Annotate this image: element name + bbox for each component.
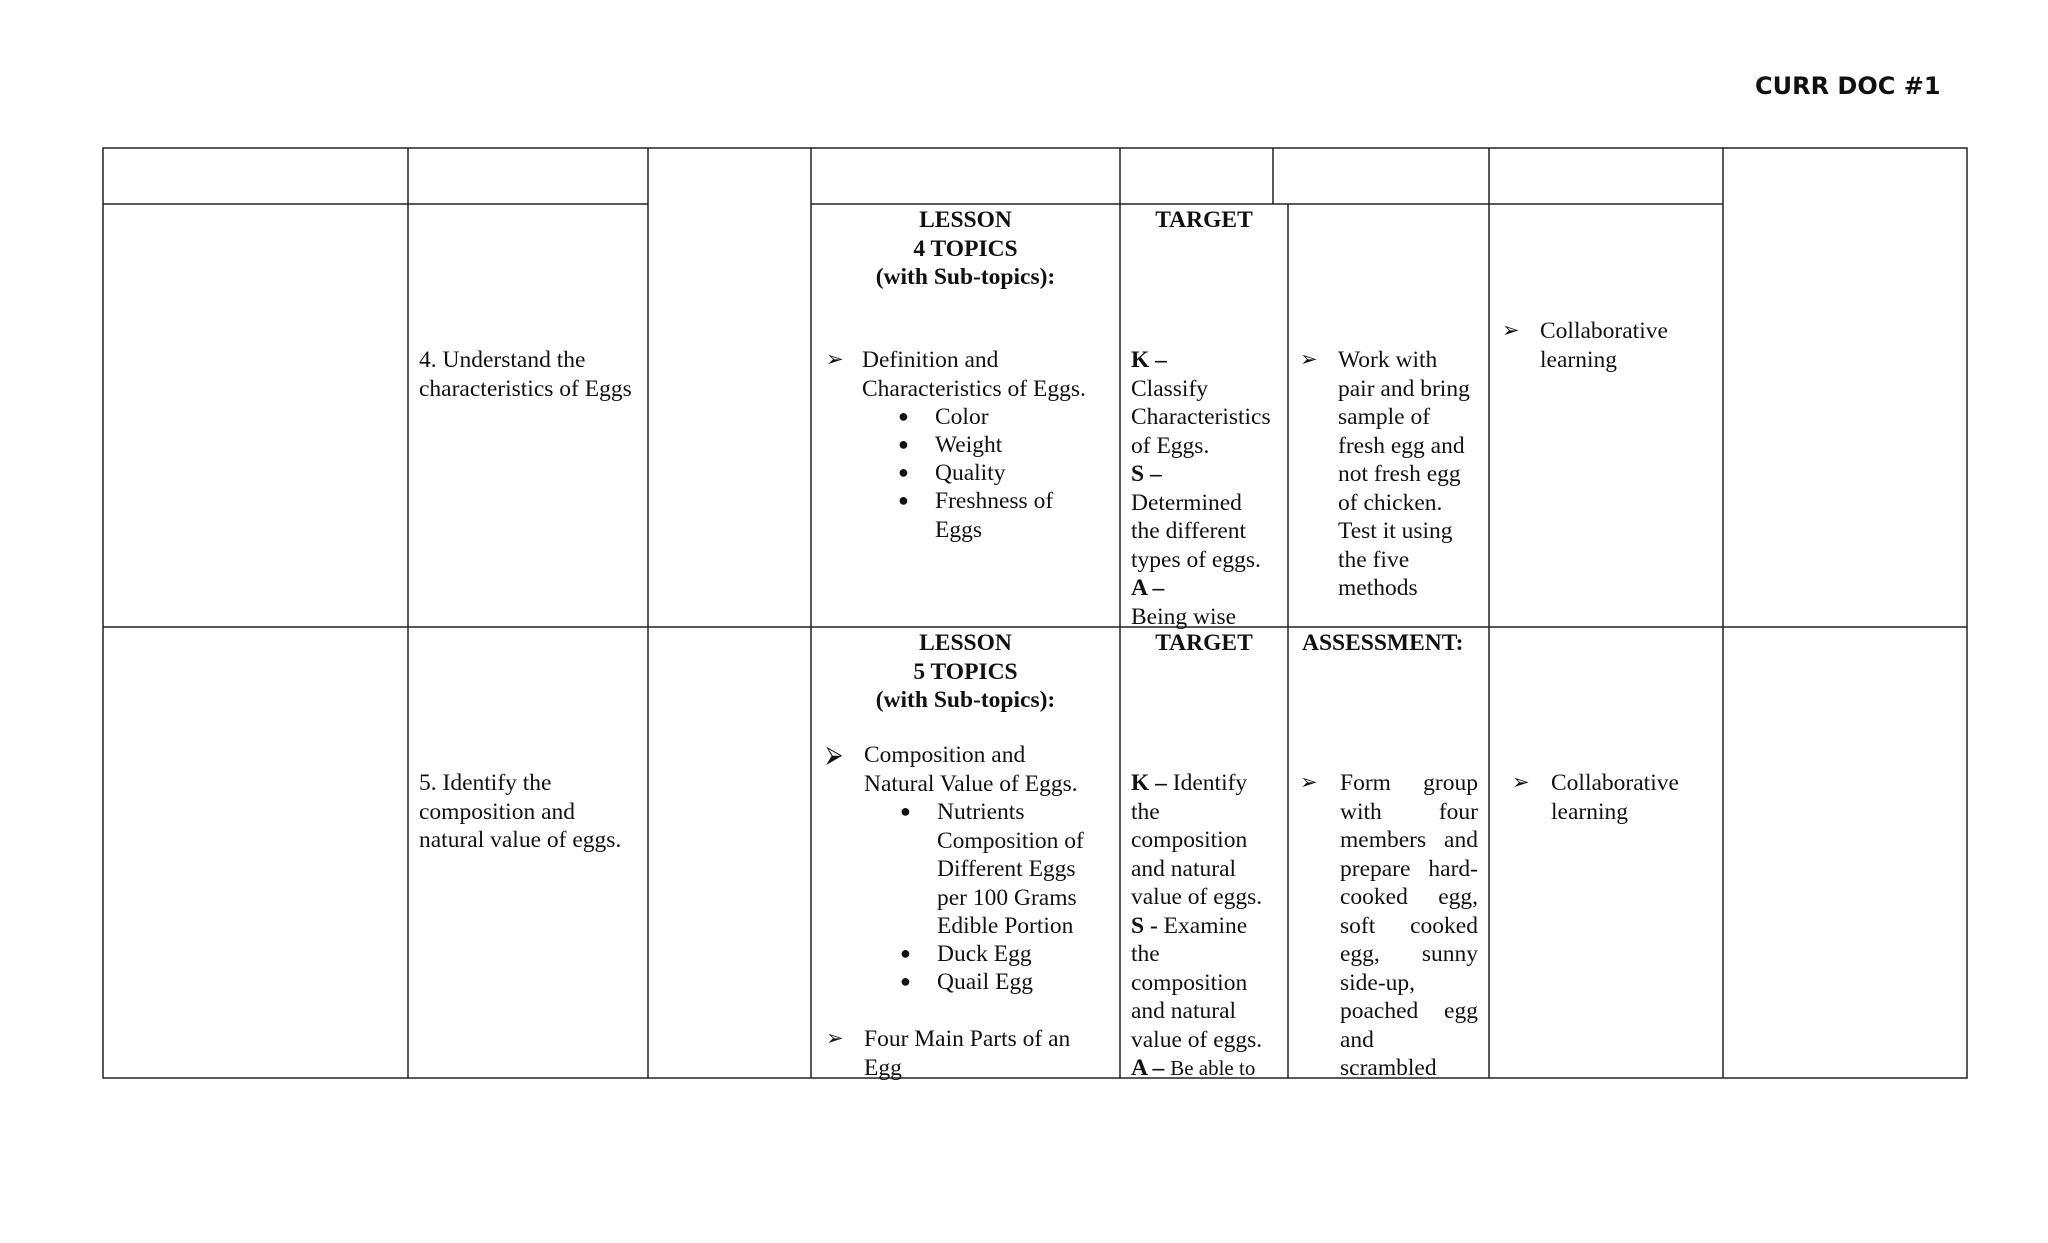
row2-activity: Form group with four members and prepare hard- cooked egg, soft cooked egg, sunny side-up, poached egg and scrambled [1340, 770, 1478, 1081]
row1-target-text: K – Classify Characteristics of Eggs. S – Determined the different types of eggs. A – Being wise [1131, 347, 1271, 630]
row1-subtopic: Color [935, 404, 989, 430]
bullet-icon: ● [900, 801, 911, 821]
arrow-bullet-icon: ➢ [1300, 770, 1318, 794]
arrow-bullet-icon: ➢ [1502, 318, 1520, 342]
row2-main-topic: Composition and Natural Value of Eggs. [864, 742, 1078, 797]
row1-subtopic: Weight [935, 432, 1003, 458]
document-code-label: CURR DOC #1 [1755, 72, 1941, 100]
arrow-bullet-icon: ⮚ [826, 742, 843, 767]
bullet-icon: ● [898, 490, 909, 510]
row2-target-text: K – Identify the composition and natural value of eggs. S - Examine the composition and natural value of eggs. A – Be able to [1131, 770, 1263, 1081]
row2-assessment-heading: ASSESSMENT: [1302, 630, 1464, 656]
row2-subtopic: Quail Egg [937, 969, 1033, 995]
arrow-bullet-icon: ➢ [1300, 347, 1318, 371]
bullet-icon: ● [898, 406, 909, 426]
row1-target-heading: TARGET [1155, 207, 1253, 233]
bullet-icon: ● [900, 971, 911, 991]
arrow-bullet-icon: ➢ [826, 1026, 844, 1050]
bullet-icon: ● [898, 462, 909, 482]
row2-subtopic: Duck Egg [937, 941, 1032, 967]
row2-subtopic: Nutrients Composition of Different Eggs per 100 Grams Edible Portion [937, 799, 1084, 939]
row1-main-topic: Definition and Characteristics of Eggs. [862, 347, 1086, 402]
row1-objective: 4. Understand the characteristics of Eggs [419, 347, 632, 402]
row2-main-topic-2: Four Main Parts of an Egg [864, 1026, 1071, 1081]
bullet-icon: ● [898, 434, 909, 454]
row2-lesson-title: LESSON 5 TOPICS (with Sub-topics): [875, 630, 1056, 713]
row2-objective: 5. Identify the composition and natural value of eggs. [419, 770, 622, 853]
row2-strategy: Collaborative learning [1551, 770, 1679, 825]
arrow-bullet-icon: ➢ [1512, 770, 1530, 794]
row1-subtopic: Freshness of Eggs [935, 488, 1054, 543]
row1-subtopic: Quality [935, 460, 1006, 486]
row1-strategy: Collaborative learning [1540, 318, 1668, 373]
arrow-bullet-icon: ➢ [826, 347, 844, 371]
row2-target-heading: TARGET [1155, 630, 1253, 656]
bullet-icon: ● [900, 943, 911, 963]
row1-activity: Work with pair and bring sample of fresh egg and not fresh egg of chicken. Test it using the five methods [1338, 347, 1470, 601]
row1-lesson-title: LESSON 4 TOPICS (with Sub-topics): [875, 207, 1056, 290]
